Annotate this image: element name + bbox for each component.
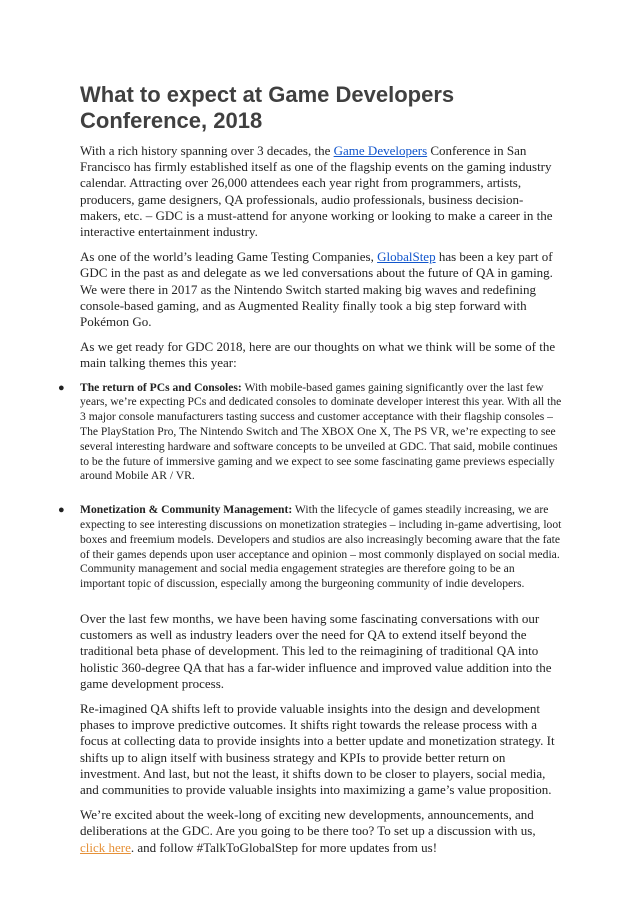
- list-item: [58, 503, 562, 592]
- intro-text-start: With a rich history spanning over 3 decades, the: [80, 143, 334, 158]
- themes-list: [58, 380, 562, 592]
- bullet-icon: ●: [58, 504, 65, 517]
- bullet-icon: ●: [58, 381, 65, 394]
- article-title: What to expect at Game Developers Conference, 2018: [80, 82, 455, 133]
- closing-text-start: We’re excited about the week-long of exciting new developments, announcements, and deliberations at the GDC. Are you going to be there too? To set up a discussion with us,: [80, 807, 536, 839]
- article-body: [58, 82, 562, 865]
- themes-intro-paragraph: As we get ready for GDC 2018, here are our thoughts on what we think will be some of the main talking themes this year:: [80, 339, 556, 371]
- globalstep-text-start: As one of the world’s leading Game Testing Companies,: [80, 249, 378, 265]
- game-developers-link[interactable]: Game Developers: [333, 143, 428, 158]
- theme-heading: Monetization & Community Management:: [80, 503, 293, 517]
- qa-paragraph: Over the last few months, we have been having some fascinating conversations with our customers as well as industry leaders over the need for QA to extend itself beyond the traditional beta phase of development. This led to the reimagining of traditional QA into holistic 360-degree QA that has a far-wider influence and improved value addition into the game development process.: [80, 611, 552, 691]
- globalstep-text-end: has been a key part of GDC in the past as and delegate as we led conversations about the future of QA in gaming. We were there in 2017 as the Nintendo Switch started making big waves and redefining console-based gaming, and as Augmented Reality finally took a big step forward with Pokémon Go.: [80, 249, 553, 330]
- intro-paragraph: [80, 143, 562, 240]
- reimagined-qa-paragraph: Re-imagined QA shifts left to provide valuable insights into the design and development phases to improve predictive outcomes. It shifts right towards the release process with a focus at collecting data to provide insights into a better update and monetization strategy. It shifts up to align itself with business strategy and KPIs to provide better return on investment. And last, but not the least, it shifts down to be closer to players, social media, and communities to provide valuable insights into maximizing a game’s value proposition.: [80, 701, 555, 798]
- intro-text-end: Conference in San Francisco has firmly established itself as one of the flagship events on the gaming industry calendar. Attracting over 26,000 attendees each year right from programmers, artists, producers, game designers, QA professionals, audio professionals, business decision-makers, etc. – GDC is a must-attend for anyone working or looking to make a career in the interactive entertainment industry.: [80, 143, 553, 240]
- closing-text-end: . and follow #TalkToGlobalStep for more updates from us!: [130, 839, 438, 855]
- globalstep-paragraph: [80, 249, 562, 330]
- click-here-link[interactable]: click here: [80, 839, 131, 855]
- theme-heading: The return of PCs and Consoles:: [80, 380, 242, 394]
- list-item: [58, 380, 562, 485]
- closing-paragraph: [80, 807, 562, 856]
- globalstep-link[interactable]: GlobalStep: [377, 249, 436, 265]
- theme-text: With the lifecycle of games steadily increasing, we are expecting to see interesting discussions on monetization strategies – including in-game advertising, loot boxes and freemium models. Developers and studios are also increasingly becoming aware that the fate of their games depends upon user acceptance and opinion – most commonly displayed on social media. Community management and social media engagement strategies are therefore going to be an important topic of discussion, especially among the burgeoning community of indie developers.: [80, 503, 562, 591]
- theme-text: With mobile-based games gaining significantly over the last few years, we’re expecting PCs and dedicated consoles to dominate developer interest this year. With all the 3 major console manufacturers tasting success and customer acceptance with their flagship consoles – The PlayStation Pro, The Nintendo Switch and The XBOX One X, The PS VR, we’re expecting to see several interesting hardware and software concepts to be unveiled at GDC. That said, mobile continues to be the future of immersive gaming and we expect to see some fascinating game previews especially around Mobile AR / VR.: [80, 380, 562, 483]
